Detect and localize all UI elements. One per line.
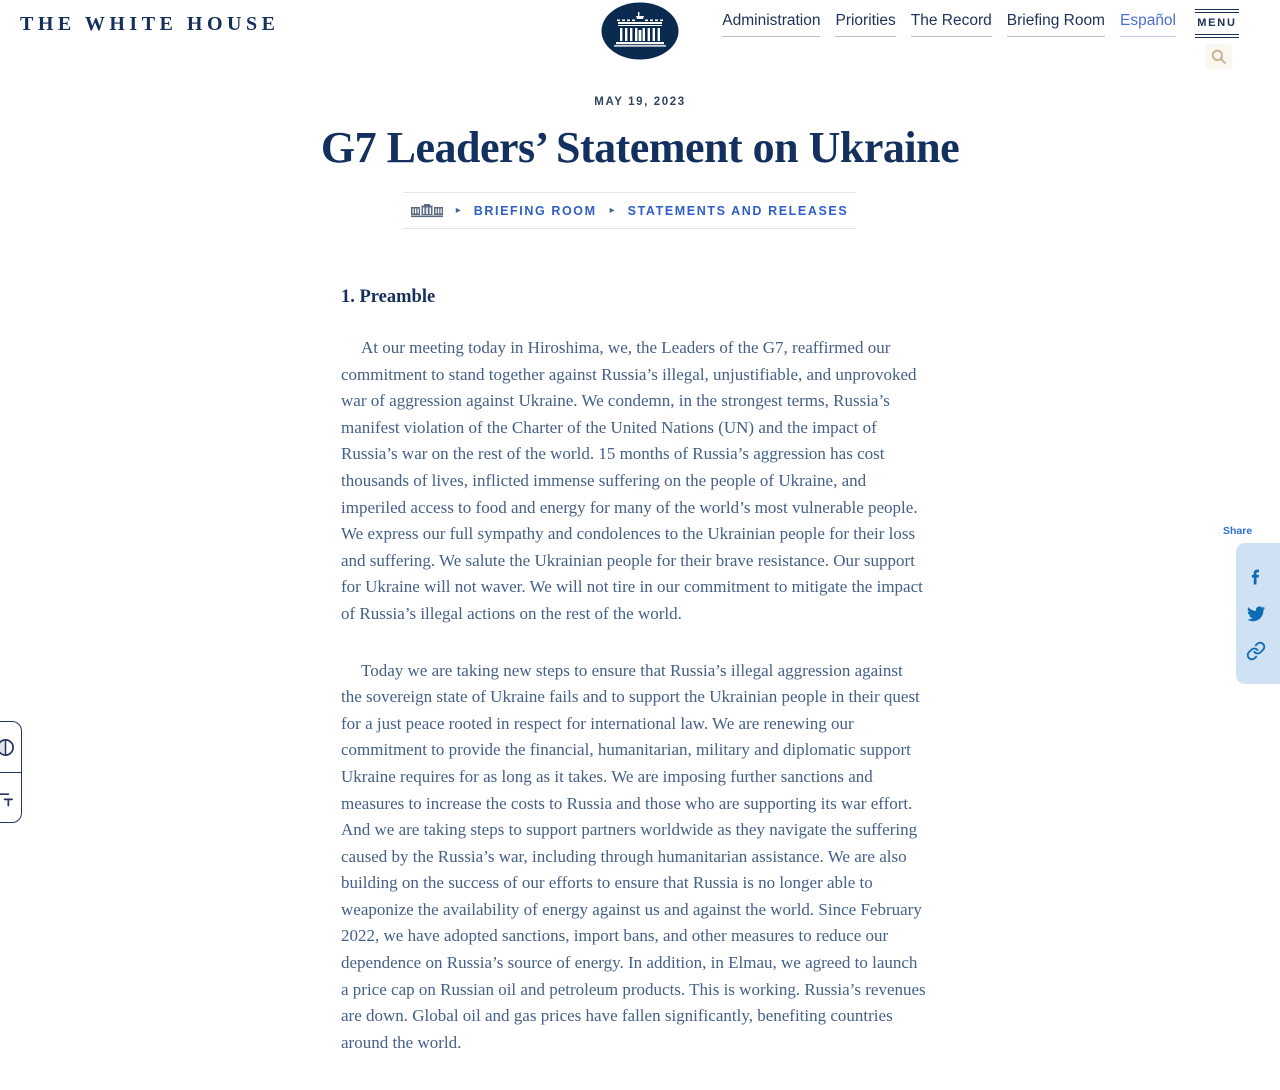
breadcrumb-briefing-room[interactable]: BRIEFING ROOM <box>473 203 597 218</box>
twitter-share-button[interactable] <box>1245 603 1267 625</box>
share-widget <box>1214 525 1280 684</box>
nav-the-record[interactable]: The Record <box>911 12 992 37</box>
contrast-toggle-button[interactable] <box>0 722 21 772</box>
nav-priorities[interactable]: Priorities <box>835 12 895 37</box>
site-wordmark[interactable]: THE WHITE HOUSE <box>20 13 280 35</box>
paragraph-2: Today we are taking new steps to ensure that Russia’s illegal aggression against the sovereign state of Ukraine fails and to support the Ukrainian people in their quest for a just peace rooted in respect for international law. We are renewing our commitment to provide the financial, humanitarian, military and diplomatic support Ukraine requires for as long as it takes. We are imposing further sanctions and measures to increase the costs to Russia and those who are supporting its war effort. And we are taking steps to support partners worldwide as they navigate the suffering caused by the Russia’s war, including through humanitarian assistance. We are also building on the success of our efforts to ensure that Russia is no longer able to weaponize the availability of energy against us and against the world. Since February 2022, we have adopted sanctions, import bans, and other measures to reduce our dependence on Russia’s source of energy. In addition, in Elmau, we agreed to launch a price cap on Russian oil and petroleum products. This is working. Russia’s revenues are down. Global oil and gas prices have fallen significantly, benefiting countries around the world. <box>341 660 926 1052</box>
copy-link-button[interactable] <box>1245 640 1267 662</box>
breadcrumb-separator-icon: ▸ <box>609 205 615 216</box>
page-title: G7 Leaders’ Statement on Ukraine <box>320 123 960 172</box>
section-heading: 1. Preamble <box>341 287 436 307</box>
white-house-icon[interactable] <box>411 204 443 218</box>
breadcrumb-separator-icon: ▸ <box>455 205 461 216</box>
primary-nav <box>722 12 1176 37</box>
article-date: MAY 19, 2023 <box>594 96 686 108</box>
search-button[interactable] <box>1206 44 1232 70</box>
contrast-icon <box>0 738 15 757</box>
facebook-share-button[interactable] <box>1245 566 1267 588</box>
site-header <box>0 0 1280 72</box>
link-icon <box>1246 641 1266 661</box>
share-box <box>1236 543 1280 684</box>
nav-administration[interactable]: Administration <box>722 12 820 37</box>
text-size-icon <box>0 788 15 807</box>
nav-briefing-room[interactable]: Briefing Room <box>1007 12 1105 37</box>
paragraph-1: At our meeting today in Hiroshima, we, the Leaders of the G7, reaffirmed our commitment to stand together against Russia’s illegal, unjustifiable, and unprovoked war of aggression against Ukraine. We condemn, in the strongest terms, Russia’s manifest violation of the Charter of the United Nations (UN) and the impact of Russia’s war on the rest of the world. 15 months of Russia’s aggression has cost thousands of lives, inflicted immense suffering on the people of Ukraine, and imperiled access to food and energy for many of the world’s most vulnerable people. We express our full sympathy and condolences to the Ukrainian people for their loss and suffering. We salute the Ukrainian people for their brave resistance. Our support for Ukraine will not waver. We will not tire in our commitment to mitigate the impact of Russia’s illegal actions on the rest of the world. <box>341 338 923 623</box>
nav-espanol[interactable]: Español <box>1120 12 1176 37</box>
search-icon <box>1210 48 1228 66</box>
breadcrumb <box>403 192 856 229</box>
text-size-button[interactable] <box>0 772 21 822</box>
menu-button[interactable]: MENU <box>1195 9 1239 38</box>
breadcrumb-statements-releases[interactable]: STATEMENTS AND RELEASES <box>627 203 849 218</box>
twitter-icon <box>1246 604 1266 624</box>
facebook-icon <box>1246 567 1266 587</box>
share-label: Share <box>1223 525 1253 537</box>
accessibility-widget <box>0 721 22 823</box>
article-body <box>341 287 926 1086</box>
white-house-seal-icon[interactable] <box>601 2 679 60</box>
